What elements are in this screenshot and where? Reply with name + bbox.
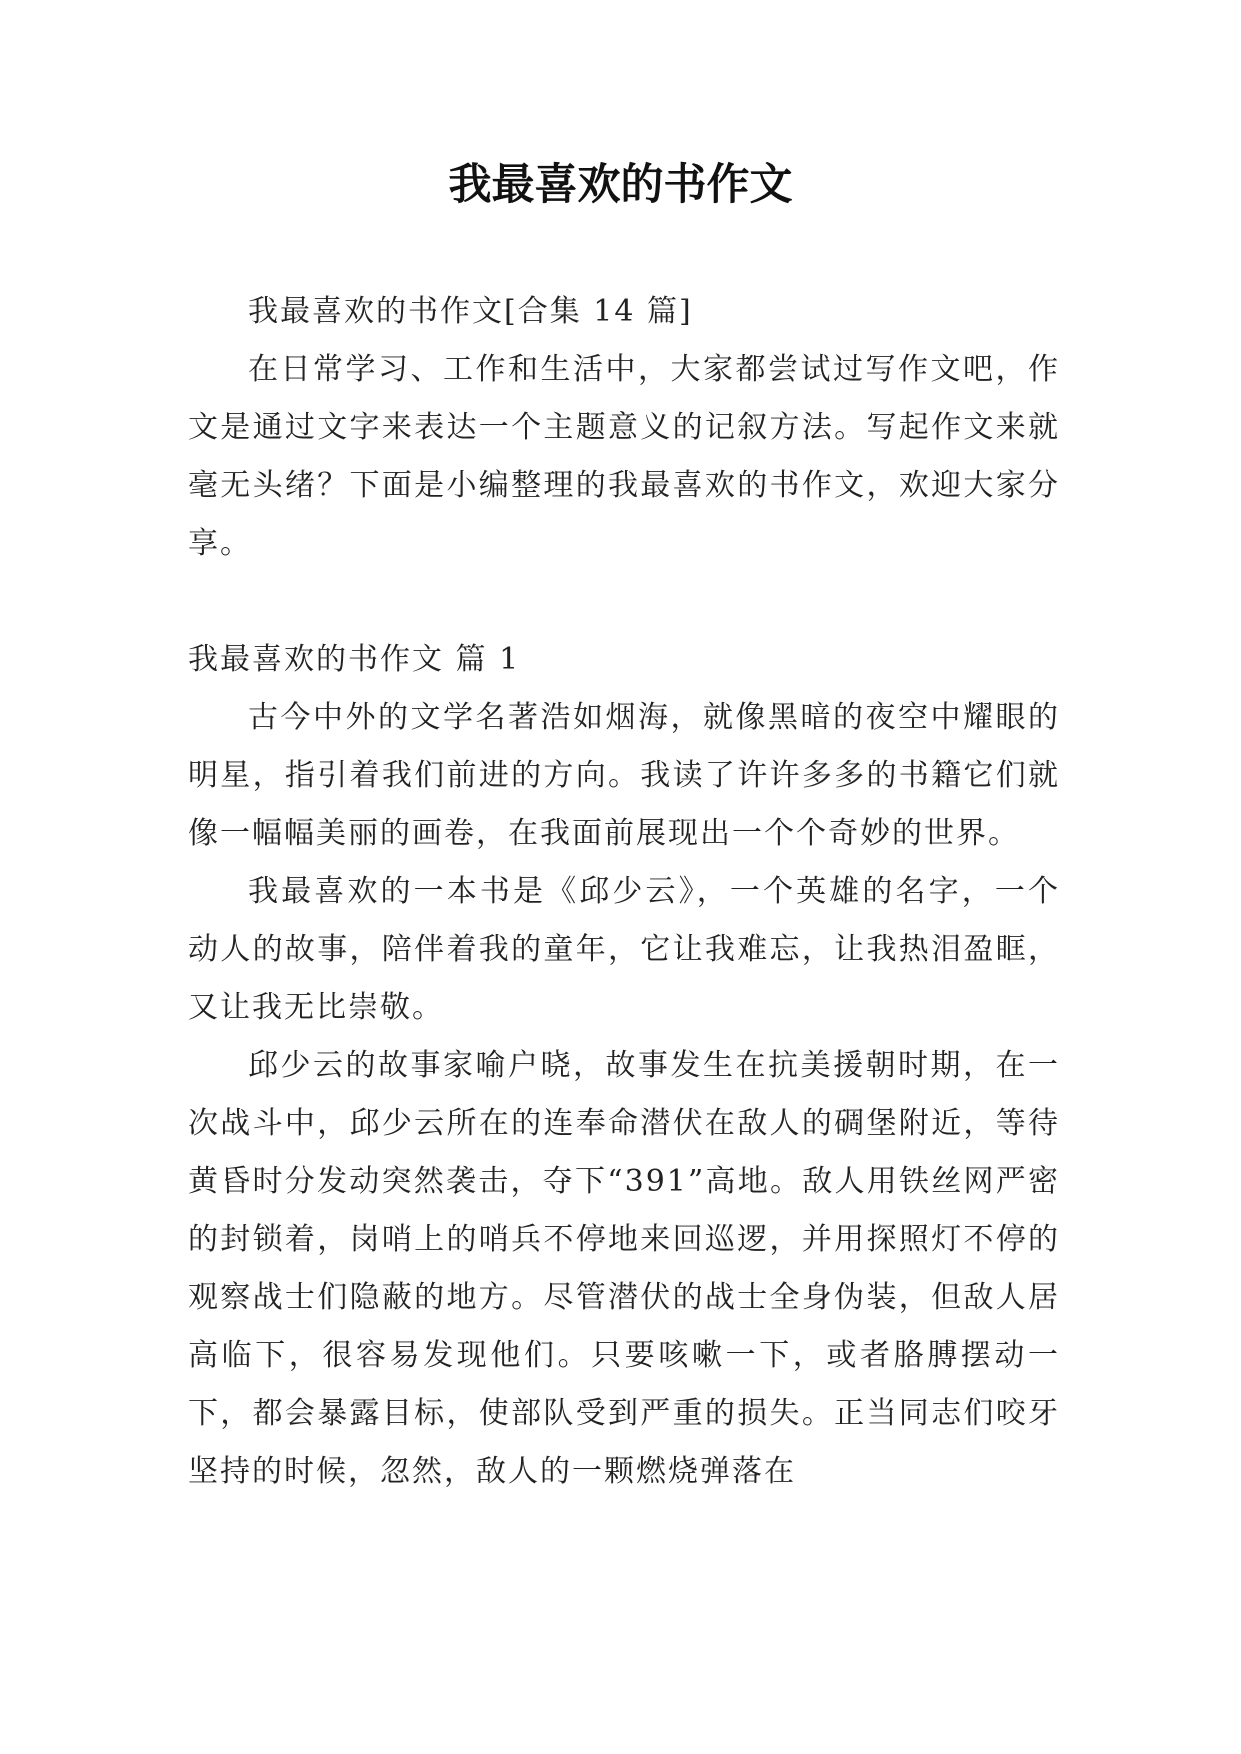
intro-paragraph: 在日常学习、工作和生活中，大家都尝试过写作文吧，作文是通过文字来表达一个主题意义的记叙方法。写起作文来就毫无头绪？下面是小编整理的我最喜欢的书作文，欢迎大家分享。 xyxy=(188,352,1060,561)
body-paragraph: 古今中外的文学名著浩如烟海，就像黑暗的夜空中耀眼的明星，指引着我们前进的方向。我读了许许多多的书籍它们就像一幅幅美丽的画卷，在我面前展现出一个个奇妙的世界。 xyxy=(188,700,1060,851)
collection-subtitle: 我最喜欢的书作文[合集 14 篇] xyxy=(248,294,693,329)
document-body xyxy=(188,283,1060,1501)
document-title: 我最喜欢的书作文 xyxy=(448,160,793,210)
body-paragraph: 我最喜欢的一本书是《邱少云》，一个英雄的名字，一个动人的故事，陪伴着我的童年，它让我难忘，让我热泪盈眶，又让我无比崇敬。 xyxy=(188,874,1060,1025)
section-heading: 我最喜欢的书作文 篇 1 xyxy=(188,642,521,677)
body-paragraph: 邱少云的故事家喻户晓，故事发生在抗美援朝时期，在一次战斗中，邱少云所在的连奉命潜伏在敌人的碉堡附近，等待黄昏时分发动突然袭击，夺下“391”高地。敌人用铁丝网严密的封锁着，岗哨上的哨兵不停地来回巡逻，并用探照灯不停的观察战士们隐蔽的地方。尽管潜伏的战士全身伪装，但敌人居高临下，很容易发现他们。只要咳嗽一下，或者胳膊摆动一下，都会暴露目标，使部队受到严重的损失。正当同志们咬牙坚持的时候，忽然，敌人的一颗燃烧弹落在 xyxy=(188,1048,1060,1489)
